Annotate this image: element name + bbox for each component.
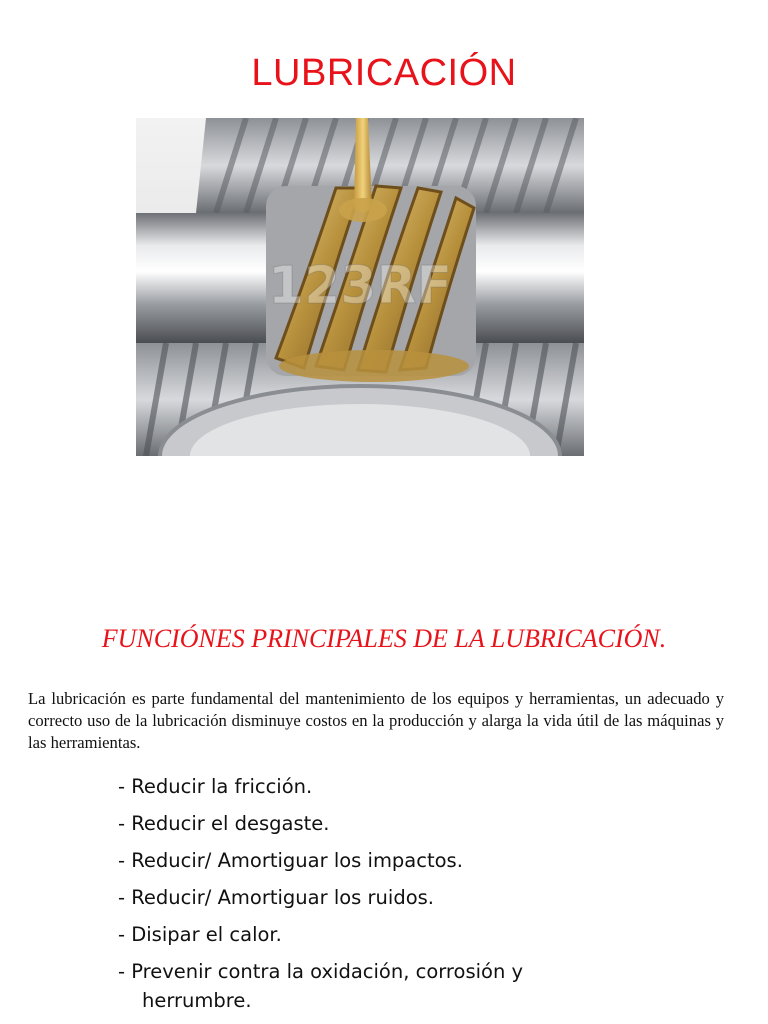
- watermark-text: 123RF: [267, 256, 453, 316]
- list-item: - Reducir/ Amortiguar los ruidos.: [118, 886, 434, 909]
- section-heading: FUNCIÓNES PRINCIPALES DE LA LUBRICACIÓN.: [101, 624, 667, 653]
- list-item: - Reducir el desgaste.: [118, 812, 330, 835]
- lubrication-gear-image: [136, 118, 584, 456]
- list-item-line: - Prevenir contra la oxidación, corrosión y: [118, 960, 524, 983]
- list-item: - Reducir la fricción.: [118, 775, 313, 798]
- list-item: - Reducir/ Amortiguar los impactos.: [118, 849, 463, 872]
- functions-list: [118, 772, 678, 1023]
- intro-paragraph: La lubricación es parte fundamental del mantenimiento de los equipos y herramientas, un adecuado y correcto uso de la lubricación disminuye costos en la producción y alarga la vida útil de las máquinas y las herramientas.: [28, 689, 724, 752]
- page-title: LUBRICACIÓN: [251, 52, 517, 94]
- list-item: [118, 957, 678, 1015]
- list-item: - Disipar el calor.: [118, 923, 282, 946]
- list-item-continuation: herrumbre.: [142, 989, 252, 1012]
